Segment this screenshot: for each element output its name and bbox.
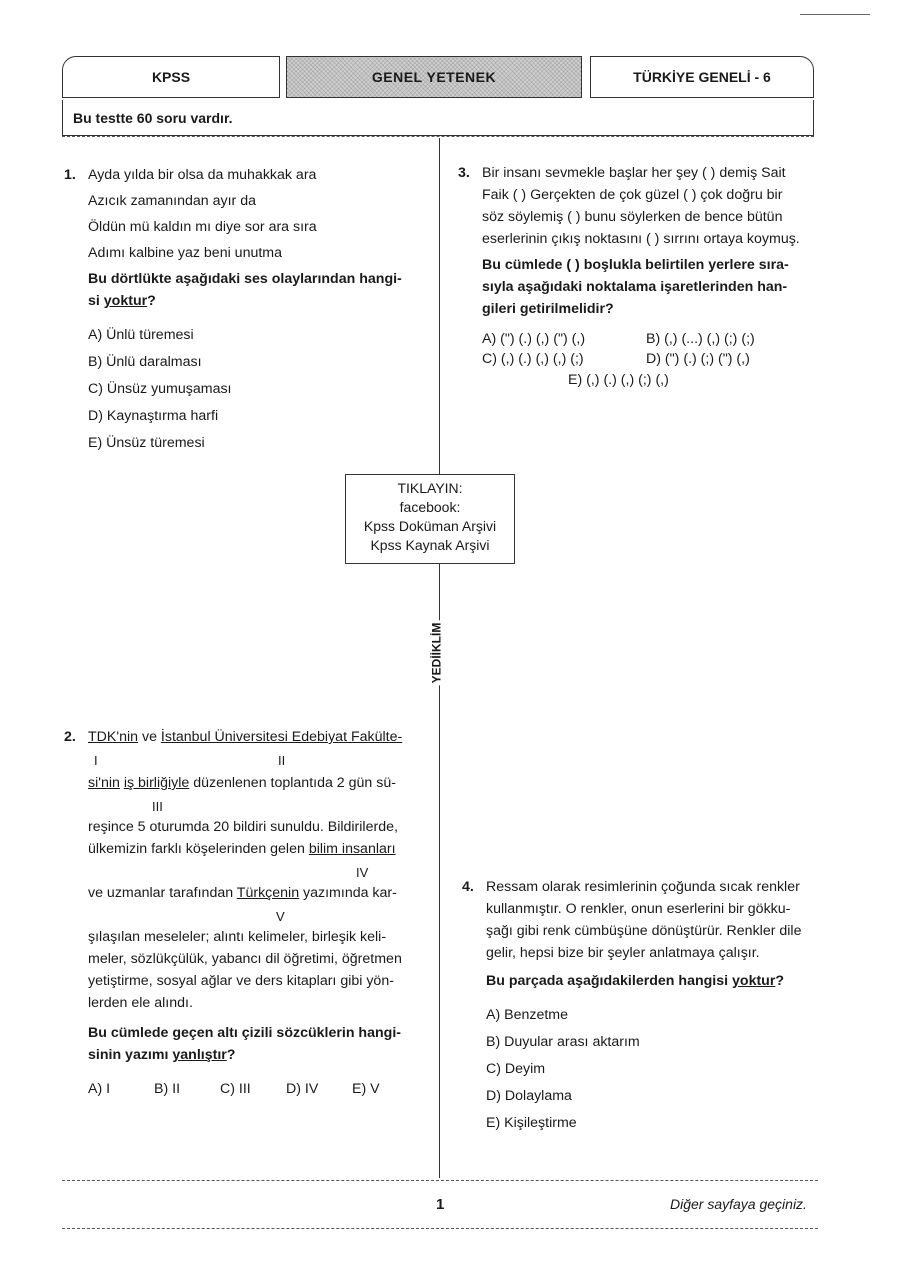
question-1 <box>64 162 424 457</box>
text-line: reşince 5 oturumda 20 bildiri sunuldu. Bildirilerde, <box>88 819 398 835</box>
question-stem <box>482 254 818 320</box>
underlined-word-2: İstanbul Üniversitesi Edebiyat Fakülte- <box>160 729 403 745</box>
question-number: 4. <box>462 879 474 895</box>
publisher-logo <box>430 620 450 692</box>
exam-header <box>62 56 814 100</box>
option-a[interactable]: A) Ünlü türemesi <box>88 327 194 343</box>
poem-line: Ayda yılda bir olsa da muhakkak ara <box>88 167 317 183</box>
poem-line: Adımı kalbine yaz beni unutma <box>88 245 283 261</box>
promo-line: Kpss Doküman Arşivi <box>363 518 497 534</box>
poem-line: Azıcık zamanından ayır da <box>88 193 256 209</box>
text-line: Faik ( ) Gerçekten de çok güzel ( ) çok doğru bir <box>482 187 783 203</box>
question-stem <box>88 1022 424 1066</box>
option-a[interactable]: A) (") (.) (,) (") (,) <box>482 331 586 347</box>
text-line: yetiştirme, sosyal ağlar ve ders kitapları gibi yön- <box>88 973 394 989</box>
option-e[interactable]: E) Kişileştirme <box>486 1115 577 1131</box>
stem-text: si <box>88 293 104 309</box>
promo-line: TIKLAYIN: <box>397 480 463 496</box>
promo-line: Kpss Kaynak Arşivi <box>370 537 490 553</box>
roman-label: I <box>94 753 98 768</box>
text: düzenlenen toplantıda 2 gün sü- <box>189 775 396 791</box>
text-line: şağı gibi renk cümbüşüne dönüştürür. Renkler dile <box>486 923 802 939</box>
text-line: meler, sözlükçülük, yabancı dil öğretimi, öğretmen <box>88 951 402 967</box>
question-4 <box>462 876 818 1137</box>
header-exam-series: TÜRKİYE GENELİ - 6 <box>590 56 814 98</box>
option-d[interactable]: D) Kaynaştırma harfi <box>88 408 219 424</box>
option-b[interactable]: B) Ünlü daralması <box>88 354 202 370</box>
option-c[interactable]: C) III <box>220 1081 251 1097</box>
roman-row <box>88 904 424 926</box>
stem-line: sıyla aşağıdaki noktalama işaretlerinden han- <box>482 279 788 295</box>
underlined-word-1: TDK'nin <box>88 729 139 745</box>
text-line: Ressam olarak resimlerinin çoğunda sıcak renkler <box>486 879 800 895</box>
promo-box <box>345 474 515 564</box>
footer-divider-top <box>62 1180 818 1181</box>
underlined-word-3: iş birliğiyle <box>123 775 190 791</box>
page-number: 1 <box>436 1196 445 1213</box>
stem-line <box>88 1044 424 1066</box>
stem-text: ? <box>775 973 785 989</box>
promo-line: facebook: <box>399 499 461 515</box>
text-line <box>88 838 424 860</box>
roman-row <box>88 860 424 882</box>
question-3 <box>458 162 818 398</box>
option-d[interactable]: D) (") (.) (;) (") (,) <box>646 351 750 367</box>
roman-row <box>88 794 424 816</box>
stem-line: Bu cümlede ( ) boşlukla belirtilen yerlere sıra- <box>482 257 789 273</box>
option-b[interactable]: B) (,) (...) (,) (;) (;) <box>646 331 755 347</box>
roman-label: II <box>278 753 286 768</box>
option-b[interactable]: B) II <box>154 1081 181 1097</box>
stem-negation: yoktur <box>103 293 148 309</box>
stem-line <box>88 290 424 312</box>
next-page-note: Diğer sayfaya geçiniz. <box>670 1196 807 1212</box>
header-exam-name: KPSS <box>62 56 280 98</box>
option-c[interactable]: C) (,) (.) (,) (,) (;) <box>482 351 584 367</box>
roman-row <box>88 748 424 772</box>
question-number: 3. <box>458 165 470 181</box>
poem-line: Öldün mü kaldın mı diye sor ara sıra <box>88 219 317 235</box>
stem-line: Bu dörtlükte aşağıdaki ses olaylarından hangi- <box>88 271 402 287</box>
publisher-logo-text: YEDİİKLİM <box>429 622 444 684</box>
text-line <box>88 726 424 748</box>
stem-text: sinin yazımı <box>88 1047 173 1063</box>
stem-negation: yanlıştır <box>172 1047 227 1063</box>
top-corner-line <box>800 14 870 15</box>
option-d[interactable]: D) Dolaylama <box>486 1088 572 1104</box>
question-number: 2. <box>64 729 76 745</box>
stem-text: ? <box>226 1047 236 1063</box>
underlined-word-4: bilim insanları <box>308 841 396 857</box>
stem-line: gileri getirilmelidir? <box>482 301 614 317</box>
question-count-info: Bu testte 60 soru vardır. <box>62 100 814 136</box>
roman-label: IV <box>356 865 369 880</box>
option-e[interactable]: E) Ünsüz türemesi <box>88 435 205 451</box>
text: yazımında kar- <box>299 885 397 901</box>
roman-label: V <box>276 909 285 924</box>
text-line <box>88 772 424 794</box>
stem-negation: yoktur <box>732 973 776 989</box>
option-b[interactable]: B) Duyular arası aktarım <box>486 1034 640 1050</box>
stem-line: Bu cümlede geçen altı çizili sözcüklerin hangi- <box>88 1025 401 1041</box>
text-line <box>88 882 424 904</box>
option-a[interactable]: A) I <box>88 1081 111 1097</box>
option-d[interactable]: D) IV <box>286 1081 319 1097</box>
text-line: eserlerinin çıkış noktasını ( ) sırrını ortaya koymuş. <box>482 231 800 247</box>
question-2 <box>64 726 424 1102</box>
text-line: gelir, hepsi bize bir şeyler anlatmaya çalışır. <box>486 945 760 961</box>
text: ülkemizin farklı köşelerinden gelen <box>88 841 309 857</box>
text-line: Bir insanı sevmekle başlar her şey ( ) demiş Sait <box>482 165 786 181</box>
text-line: şılaşılan meseleler; alıntı kelimeler, birleşik keli- <box>88 929 387 945</box>
stem-text: ? <box>147 293 156 309</box>
question-stem <box>88 268 424 312</box>
header-divider <box>62 136 814 137</box>
option-e[interactable]: E) (,) (.) (,) (;) (,) <box>568 372 669 388</box>
text: ve uzmanlar tarafından <box>88 885 237 901</box>
text-line: lerden ele alındı. <box>88 995 193 1011</box>
text: ve <box>138 729 161 745</box>
options-row <box>88 1078 424 1102</box>
question-number: 1. <box>64 167 76 183</box>
option-a[interactable]: A) Benzetme <box>486 1007 569 1023</box>
roman-label: III <box>152 799 163 814</box>
stem-text: Bu parçada aşağıdakilerden hangisi <box>486 973 733 989</box>
question-stem <box>486 970 818 992</box>
header-section-title: GENEL YETENEK <box>286 56 582 98</box>
underlined-word-2-cont: si'nin <box>88 775 120 791</box>
option-e[interactable]: E) V <box>352 1081 380 1097</box>
text-line: kullanmıştır. O renkler, onun eserlerini bir gökku- <box>486 901 791 917</box>
underlined-word-5: Türkçenin <box>236 885 300 901</box>
option-c[interactable]: C) Deyim <box>486 1061 546 1077</box>
option-c[interactable]: C) Ünsüz yumuşaması <box>88 381 232 397</box>
text-line: söz söylemiş ( ) bunu söylerken de bence bütün <box>482 209 783 225</box>
footer-divider-bottom <box>62 1228 818 1229</box>
